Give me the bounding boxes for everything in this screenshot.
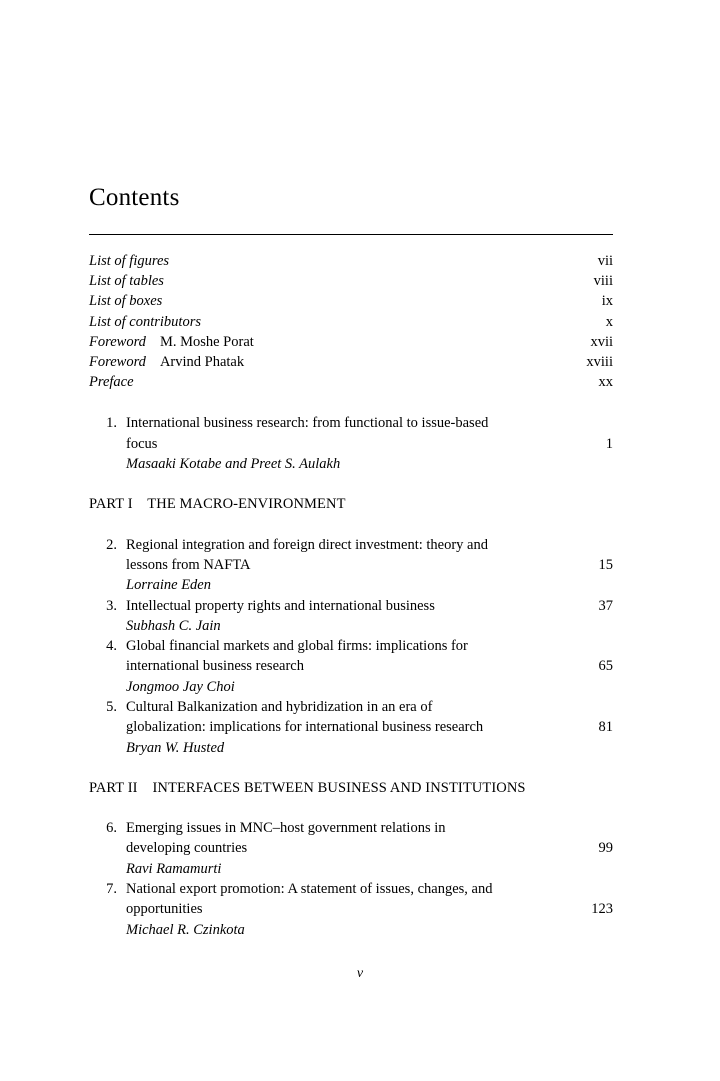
front-matter-page: xvii <box>590 333 613 350</box>
chapter-number: 1. <box>106 415 117 432</box>
front-matter-list <box>89 251 613 392</box>
chapter-title-text: globalization: implications for international business research <box>126 719 484 736</box>
chapter-title-line <box>126 555 613 575</box>
chapter-number: 6. <box>106 820 117 837</box>
toc-part-heading: PART I THE MACRO-ENVIRONMENT <box>89 496 346 513</box>
chapter-author-line <box>126 859 613 879</box>
chapter-author: Ravi Ramamurti <box>126 860 222 877</box>
chapter-number: 4. <box>106 638 117 655</box>
chapter-title-line <box>126 838 613 858</box>
front-matter-row <box>89 332 613 352</box>
chapter-body <box>126 535 613 596</box>
toc-part-heading: PART II INTERFACES BETWEEN BUSINESS AND INSTITUTIONS <box>89 779 526 796</box>
chapter-author-line <box>126 575 613 595</box>
toc-chapter-entry <box>89 879 613 940</box>
chapter-author-line <box>126 738 613 758</box>
chapter-title-line <box>126 879 613 899</box>
front-matter-page: viii <box>593 273 613 290</box>
chapter-title-text: Regional integration and foreign direct investment: theory and <box>126 536 488 553</box>
chapter-number: 3. <box>106 597 117 614</box>
toc-chapter-entry <box>89 596 613 637</box>
chapter-author: Subhash C. Jain <box>126 617 221 634</box>
chapter-body <box>126 636 613 697</box>
front-matter-label: List of contributors <box>89 313 201 330</box>
front-matter-page: xx <box>598 374 613 391</box>
page-title: Contents <box>89 184 180 211</box>
chapter-title-line <box>126 596 613 616</box>
front-matter-page: vii <box>597 253 613 269</box>
chapter-page-number: 123 <box>591 901 613 918</box>
chapter-body <box>126 413 613 474</box>
section-spacer <box>89 392 613 413</box>
chapter-author: Jongmoo Jay Choi <box>126 678 235 695</box>
front-matter-label: List of boxes <box>89 293 163 310</box>
chapter-body <box>126 596 613 637</box>
front-matter-row <box>89 271 613 291</box>
chapter-author: Bryan W. Husted <box>126 739 225 756</box>
chapter-page-number: 1 <box>605 435 613 452</box>
chapter-title-text: lessons from NAFTA <box>126 556 251 573</box>
chapter-number: 5. <box>106 698 117 715</box>
front-matter-author: Arvind Phatak <box>159 354 245 371</box>
section-spacer <box>89 515 613 535</box>
chapter-body <box>126 697 613 758</box>
toc-chapter-entry <box>89 636 613 697</box>
chapter-number: 7. <box>106 881 117 898</box>
chapter-author-line <box>126 677 613 697</box>
chapter-page-number: 15 <box>598 556 613 573</box>
front-matter-row <box>89 251 613 271</box>
chapter-title-line <box>126 717 613 737</box>
chapter-title-text: International business research: from functional to issue-based <box>126 415 489 432</box>
chapter-title-text: focus <box>126 435 158 452</box>
page-folio: v <box>356 966 364 981</box>
front-matter-page: x <box>605 313 613 330</box>
chapter-title-text: opportunities <box>126 901 203 918</box>
chapter-page-number: 37 <box>598 597 613 614</box>
section-spacer <box>89 798 613 818</box>
front-matter-label: List of tables <box>89 273 164 290</box>
toc-chapter-entry <box>89 535 613 596</box>
chapter-title-text: Emerging issues in MNC–host government relations in <box>126 820 446 837</box>
front-matter-row <box>89 372 613 392</box>
chapter-page-number: 65 <box>598 658 613 675</box>
chapter-title-text: international business research <box>126 658 304 675</box>
chapter-title-line <box>126 899 613 919</box>
chapter-title-text: National export promotion: A statement of issues, changes, and <box>126 881 493 898</box>
front-matter-row <box>89 352 613 372</box>
chapter-author-line <box>126 454 613 474</box>
chapter-author: Masaaki Kotabe and Preet S. Aulakh <box>126 456 341 473</box>
section-spacer <box>89 758 613 778</box>
chapter-title-text: Global financial markets and global firms: implications for <box>126 638 468 655</box>
front-matter-label: Foreword <box>89 333 146 350</box>
chapter-number: 2. <box>106 536 117 553</box>
front-matter-label: List of figures <box>89 253 170 269</box>
chapter-title-line <box>126 535 613 555</box>
chapter-title-line <box>126 434 613 454</box>
section-spacer <box>89 474 613 494</box>
chapter-author: Michael R. Czinkota <box>126 921 245 938</box>
chapter-title-text: Cultural Balkanization and hybridization in an era of <box>126 698 433 715</box>
chapter-title-line <box>126 697 613 717</box>
chapter-page-number: 99 <box>598 840 613 857</box>
chapter-title-line <box>126 413 613 433</box>
contents-container <box>89 184 613 940</box>
front-matter-page: xviii <box>586 354 613 371</box>
chapter-author-line <box>126 920 613 940</box>
chapter-title-text: Intellectual property rights and international business <box>126 597 435 614</box>
front-matter-row <box>89 312 613 332</box>
front-matter-row <box>89 291 613 311</box>
toc-chapter-entry <box>89 697 613 758</box>
toc-chapter-entry <box>89 818 613 879</box>
chapter-body <box>126 879 613 940</box>
title-divider <box>89 234 613 235</box>
front-matter-label: Foreword <box>89 354 146 371</box>
chapter-title-line <box>126 656 613 676</box>
toc-chapter-entry <box>89 413 613 474</box>
chapter-author-line <box>126 616 613 636</box>
chapter-page-number: 81 <box>598 719 613 736</box>
front-matter-label: Preface <box>89 374 134 391</box>
front-matter-page: ix <box>601 293 613 310</box>
chapter-author: Lorraine Eden <box>126 577 211 594</box>
chapter-body <box>126 818 613 879</box>
chapter-title-text: developing countries <box>126 840 248 857</box>
chapter-title-line <box>126 818 613 838</box>
front-matter-author: M. Moshe Porat <box>159 333 254 350</box>
chapter-title-line <box>126 636 613 656</box>
